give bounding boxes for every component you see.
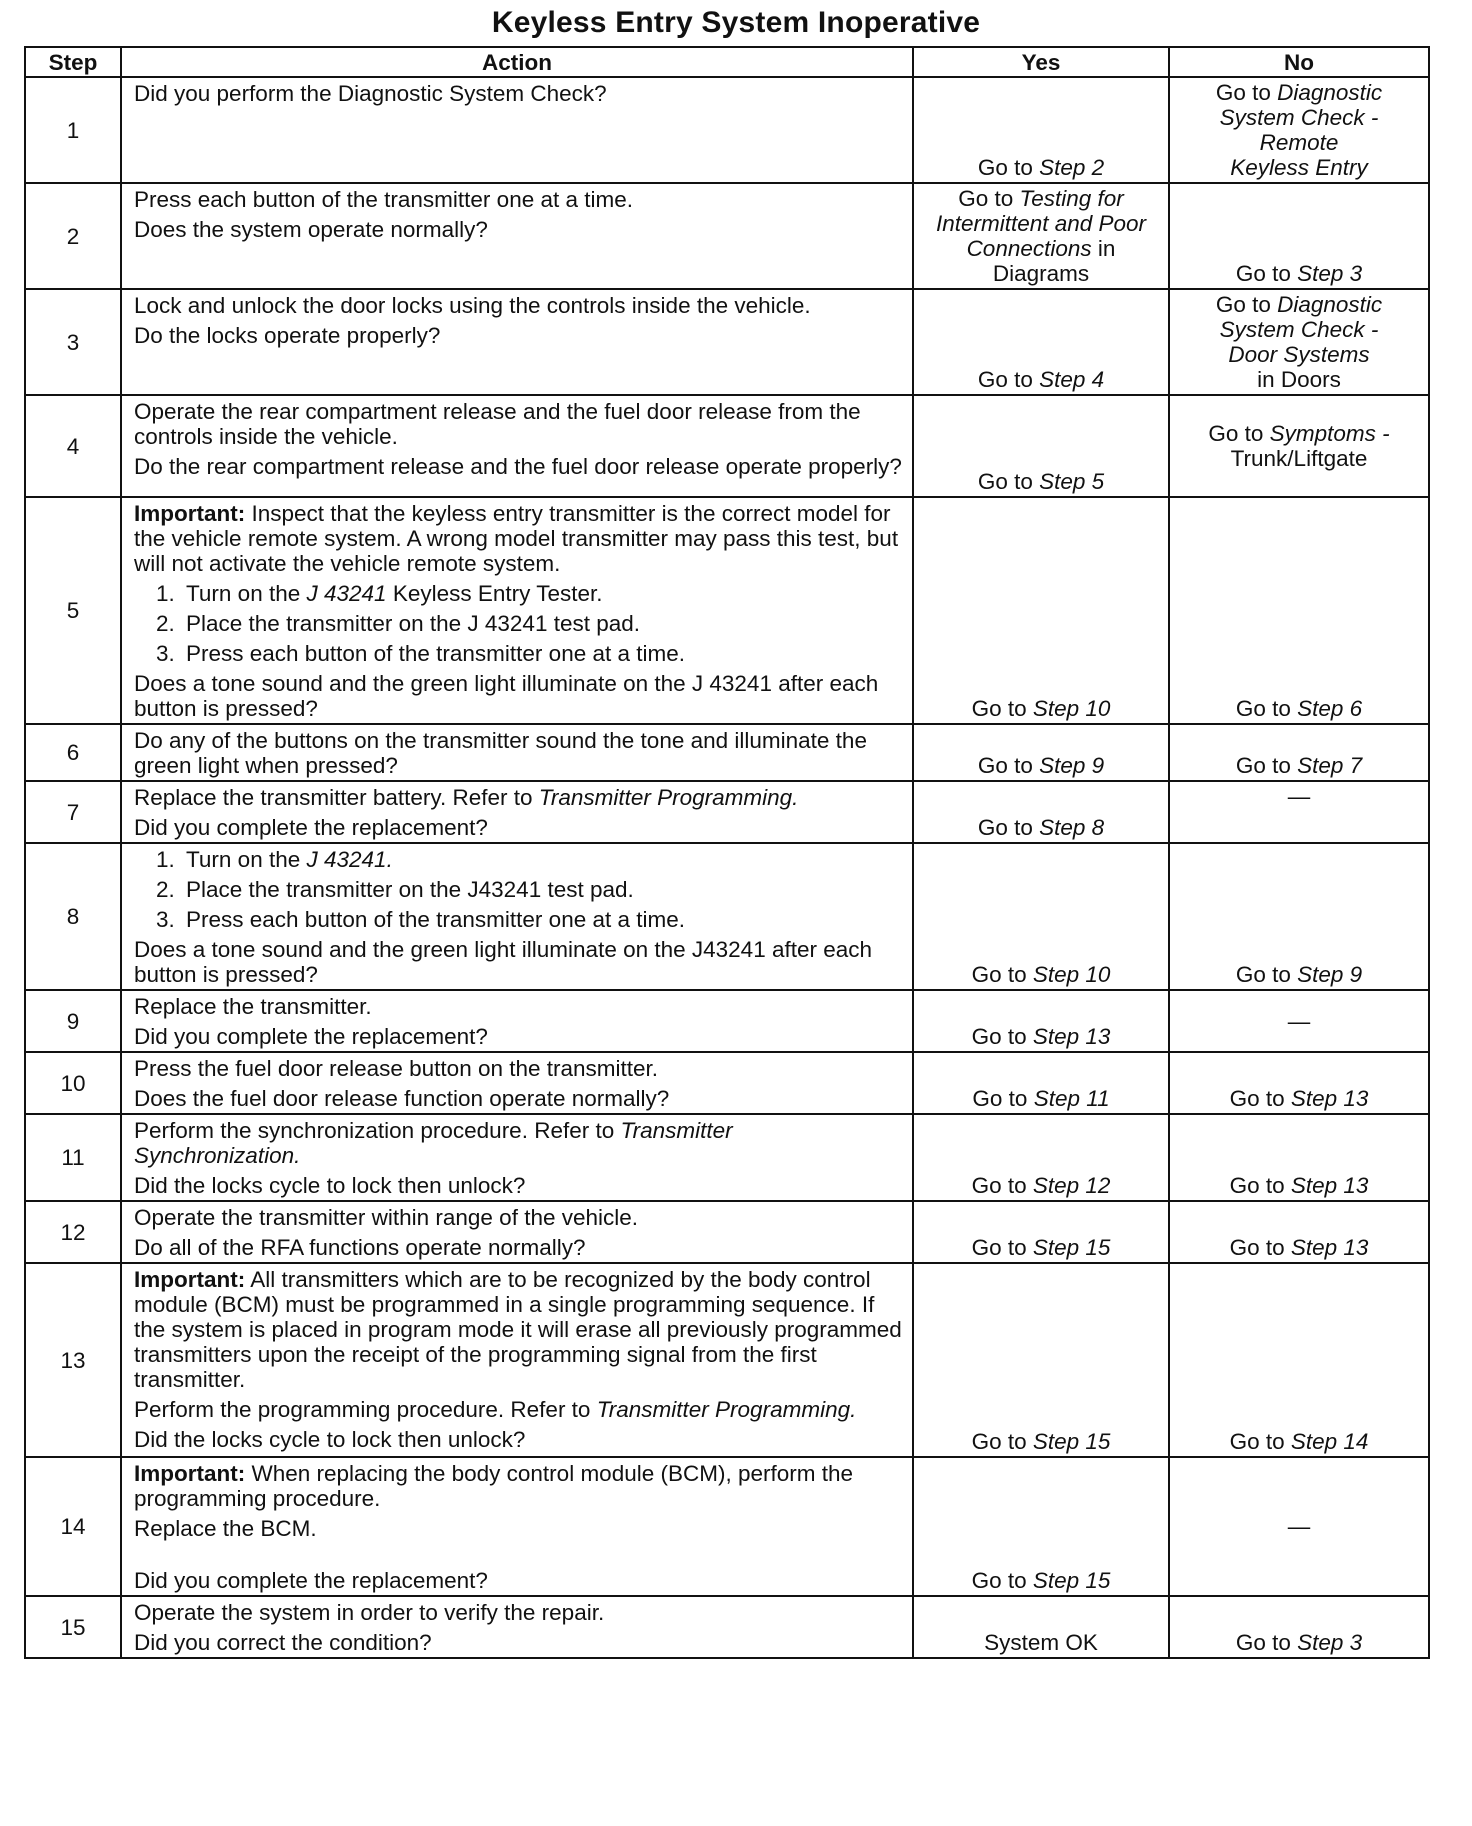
step-number: 10 bbox=[25, 1052, 121, 1114]
yes-result-cell bbox=[913, 1114, 1169, 1201]
action-cell bbox=[121, 289, 913, 395]
result-line bbox=[1174, 446, 1424, 471]
step-number: 8 bbox=[25, 843, 121, 990]
result-line bbox=[1174, 317, 1424, 342]
yes-result-cell bbox=[913, 183, 1169, 289]
text-run: Step 15 bbox=[1032, 1235, 1111, 1260]
text-run: Step 14 bbox=[1290, 1429, 1369, 1454]
action-paragraph bbox=[134, 1397, 902, 1422]
result-line bbox=[918, 1429, 1164, 1454]
header-no: No bbox=[1169, 47, 1429, 77]
action-paragraph bbox=[134, 994, 902, 1019]
result-line bbox=[918, 753, 1164, 778]
text-run: Turn on the bbox=[186, 581, 307, 606]
text-run: Operate the system in order to verify the repair. bbox=[134, 1600, 605, 1625]
text-run: Transmitter Programming. bbox=[596, 1397, 857, 1422]
result-line bbox=[1174, 292, 1424, 317]
text-run: Did the locks cycle to lock then unlock? bbox=[134, 1173, 526, 1198]
text-run: Does a tone sound and the green light illuminate on the J 43241 after each button is pressed? bbox=[134, 671, 879, 721]
text-run: Go to bbox=[1229, 1086, 1291, 1111]
text-run: Diagrams bbox=[992, 261, 1090, 286]
list-number: 3. bbox=[156, 907, 175, 932]
text-run: Go to bbox=[1235, 696, 1298, 721]
text-run: Keyless Entry bbox=[1230, 155, 1368, 180]
text-run: Operate the transmitter within range of the vehicle. bbox=[134, 1205, 639, 1230]
text-run: Go to bbox=[971, 1235, 1033, 1260]
text-run: Press the fuel door release button on the transmitter. bbox=[134, 1056, 659, 1081]
action-cell bbox=[121, 1201, 913, 1263]
action-paragraph bbox=[134, 815, 902, 840]
action-paragraph bbox=[134, 1568, 902, 1593]
table-row bbox=[25, 289, 1429, 395]
text-run: Inspect that the keyless entry transmitter is the correct model for the vehicle remote system. A wrong model transmitter may pass this test, but will not activate the vehicle remote system. bbox=[134, 501, 899, 576]
yes-result-cell bbox=[913, 1263, 1169, 1457]
text-run: Step 11 bbox=[1033, 1086, 1110, 1111]
result-line bbox=[1174, 696, 1424, 721]
text-run: Important: bbox=[134, 1461, 246, 1486]
no-result-cell bbox=[1169, 1596, 1429, 1658]
text-run: Replace the transmitter. bbox=[134, 994, 372, 1019]
action-cell bbox=[121, 1114, 913, 1201]
text-run: Go to bbox=[971, 1024, 1033, 1049]
text-run: Symptoms - bbox=[1269, 421, 1390, 446]
text-run: Replace the BCM. bbox=[134, 1516, 317, 1541]
action-paragraph bbox=[134, 1086, 902, 1111]
action-paragraph bbox=[134, 1118, 902, 1168]
step-number: 14 bbox=[25, 1457, 121, 1596]
text-run: Do the locks operate properly? bbox=[134, 323, 441, 348]
text-run: Did you perform the Diagnostic System Check? bbox=[134, 81, 607, 106]
no-result-cell bbox=[1169, 724, 1429, 781]
table-row bbox=[25, 1263, 1429, 1457]
text-run: All transmitters which are to be recognized by the body control module (BCM) must be programmed in a single programming sequence. If the system is placed in program mode it will erase all previously programmed transmitters upon the receipt of the programming signal from the first transmitter. bbox=[134, 1267, 902, 1392]
text-run: Press each button of the transmitter one at a time. bbox=[134, 187, 634, 212]
text-run: Does the system operate normally? bbox=[134, 217, 488, 242]
list-item bbox=[156, 641, 902, 666]
action-paragraph bbox=[134, 1235, 902, 1260]
text-run: Intermittent and Poor bbox=[935, 211, 1147, 236]
action-paragraph bbox=[134, 1205, 902, 1230]
text-run: Lock and unlock the door locks using the controls inside the vehicle. bbox=[134, 293, 811, 318]
result-line bbox=[918, 469, 1164, 494]
yes-result-cell bbox=[913, 1052, 1169, 1114]
text-run: Step 9 bbox=[1039, 753, 1105, 778]
result-line bbox=[1174, 1630, 1424, 1655]
action-paragraph bbox=[134, 1516, 902, 1541]
text-run: When replacing the body control module (BCM), perform the programming procedure. bbox=[134, 1461, 854, 1511]
text-run: Go to bbox=[977, 367, 1040, 392]
text-run: in bbox=[1091, 236, 1116, 261]
text-run: Place the transmitter on the J43241 test pad. bbox=[186, 877, 634, 902]
yes-result-cell bbox=[913, 289, 1169, 395]
no-result-cell bbox=[1169, 395, 1429, 497]
action-paragraph bbox=[134, 1173, 902, 1198]
text-run: Keyless Entry Tester. bbox=[386, 581, 603, 606]
result-line bbox=[1174, 367, 1424, 392]
step-number: 11 bbox=[25, 1114, 121, 1201]
result-line bbox=[1174, 753, 1424, 778]
text-run: Did you complete the replacement? bbox=[134, 1024, 488, 1049]
text-run: Go to bbox=[1235, 261, 1298, 286]
text-run: Does a tone sound and the green light illuminate on the J43241 after each button is pressed? bbox=[134, 937, 873, 987]
action-paragraph bbox=[134, 1427, 902, 1452]
list-item bbox=[156, 847, 902, 872]
action-cell bbox=[121, 497, 913, 724]
no-result-cell bbox=[1169, 183, 1429, 289]
text-run: Trunk/Liftgate bbox=[1230, 446, 1368, 471]
text-run: Do all of the RFA functions operate normally? bbox=[134, 1235, 586, 1260]
result-line bbox=[918, 155, 1164, 180]
list-item bbox=[156, 581, 902, 606]
text-run: Go to bbox=[977, 155, 1040, 180]
text-run: Go to bbox=[1229, 1235, 1291, 1260]
text-run: Go to bbox=[1229, 1429, 1291, 1454]
diagnostic-table bbox=[24, 46, 1430, 1659]
text-run: Step 10 bbox=[1032, 962, 1111, 987]
table-row bbox=[25, 990, 1429, 1052]
result-line bbox=[1174, 105, 1424, 130]
text-run: Replace the transmitter battery. Refer to bbox=[134, 785, 539, 810]
text-run: Go to bbox=[1235, 1630, 1298, 1655]
list-number: 2. bbox=[156, 877, 175, 902]
action-cell bbox=[121, 781, 913, 843]
text-run: Step 15 bbox=[1032, 1429, 1111, 1454]
text-run: Go to bbox=[972, 1086, 1034, 1111]
action-paragraph bbox=[134, 454, 902, 479]
text-run: Go to bbox=[958, 186, 1020, 211]
action-cell bbox=[121, 1457, 913, 1596]
text-run: Go to bbox=[1235, 753, 1298, 778]
text-run: Go to bbox=[971, 1568, 1033, 1593]
text-run: System Check - bbox=[1219, 105, 1379, 130]
result-line bbox=[1174, 1173, 1424, 1198]
action-cell bbox=[121, 1263, 913, 1457]
step-number: 7 bbox=[25, 781, 121, 843]
text-run: Step 13 bbox=[1290, 1086, 1369, 1111]
table-row bbox=[25, 183, 1429, 289]
action-paragraph bbox=[134, 501, 902, 576]
result-line bbox=[918, 1024, 1164, 1049]
table-row bbox=[25, 1457, 1429, 1596]
text-run: Step 8 bbox=[1039, 815, 1105, 840]
result-line bbox=[918, 815, 1164, 840]
numbered-list bbox=[134, 847, 902, 932]
yes-result-cell bbox=[913, 1201, 1169, 1263]
text-run: Did the locks cycle to lock then unlock? bbox=[134, 1427, 526, 1452]
text-run: Go to bbox=[1215, 80, 1278, 105]
yes-result-cell bbox=[913, 843, 1169, 990]
text-run: Important: bbox=[134, 501, 246, 526]
text-run: Go to bbox=[1215, 292, 1278, 317]
text-run: — bbox=[1287, 784, 1311, 809]
list-number: 1. bbox=[156, 581, 175, 606]
table-row bbox=[25, 1114, 1429, 1201]
table-row bbox=[25, 724, 1429, 781]
result-line bbox=[1174, 962, 1424, 987]
no-result-cell bbox=[1169, 1201, 1429, 1263]
result-line bbox=[918, 236, 1164, 261]
text-run: Step 15 bbox=[1032, 1568, 1111, 1593]
yes-result-cell bbox=[913, 395, 1169, 497]
result-line bbox=[1174, 421, 1424, 446]
text-run: Go to bbox=[971, 696, 1033, 721]
numbered-list bbox=[134, 581, 902, 666]
text-run: Door Systems bbox=[1228, 342, 1370, 367]
text-run: Step 3 bbox=[1297, 1630, 1363, 1655]
text-run: Go to bbox=[977, 753, 1040, 778]
list-item bbox=[156, 611, 902, 636]
text-run: Turn on the bbox=[186, 847, 307, 872]
result-line bbox=[918, 211, 1164, 236]
text-run: Go to bbox=[971, 1429, 1033, 1454]
no-result-cell bbox=[1169, 843, 1429, 990]
text-run: Step 2 bbox=[1039, 155, 1105, 180]
text-run: Step 4 bbox=[1039, 367, 1105, 392]
action-cell bbox=[121, 1596, 913, 1658]
text-run: Step 10 bbox=[1032, 696, 1111, 721]
no-result-cell bbox=[1169, 990, 1429, 1052]
table-row bbox=[25, 843, 1429, 990]
result-line bbox=[918, 1173, 1164, 1198]
text-run: Step 13 bbox=[1290, 1173, 1369, 1198]
no-result-cell bbox=[1169, 77, 1429, 183]
no-result-cell bbox=[1169, 1263, 1429, 1457]
no-result-cell bbox=[1169, 1457, 1429, 1596]
no-result-cell bbox=[1169, 289, 1429, 395]
table-row bbox=[25, 77, 1429, 183]
text-run: Step 13 bbox=[1290, 1235, 1369, 1260]
text-run: Step 3 bbox=[1297, 261, 1363, 286]
step-number: 5 bbox=[25, 497, 121, 724]
result-line bbox=[918, 1630, 1164, 1655]
action-paragraph bbox=[134, 671, 902, 721]
text-run: Does the fuel door release function operate normally? bbox=[134, 1086, 670, 1111]
action-cell bbox=[121, 395, 913, 497]
action-paragraph bbox=[134, 1267, 902, 1392]
yes-result-cell bbox=[913, 990, 1169, 1052]
text-run: Did you correct the condition? bbox=[134, 1630, 432, 1655]
action-cell bbox=[121, 77, 913, 183]
action-paragraph bbox=[134, 1600, 902, 1625]
text-run: Step 7 bbox=[1297, 753, 1363, 778]
text-run: Step 9 bbox=[1297, 962, 1363, 987]
text-run: Did you complete the replacement? bbox=[134, 815, 488, 840]
header-action: Action bbox=[121, 47, 913, 77]
text-run: Press each button of the transmitter one at a time. bbox=[186, 641, 686, 666]
text-run: Press each button of the transmitter one at a time. bbox=[186, 907, 686, 932]
text-run: Step 12 bbox=[1032, 1173, 1111, 1198]
list-number: 3. bbox=[156, 641, 175, 666]
table-row bbox=[25, 1596, 1429, 1658]
action-paragraph bbox=[134, 1461, 902, 1511]
yes-result-cell bbox=[913, 1596, 1169, 1658]
text-run: Go to bbox=[971, 962, 1033, 987]
action-paragraph bbox=[134, 728, 902, 778]
text-run: Operate the rear compartment release and the fuel door release from the controls inside the vehicle. bbox=[134, 399, 861, 449]
text-run: J 43241. bbox=[306, 847, 393, 872]
action-cell bbox=[121, 724, 913, 781]
text-run: Connections bbox=[966, 236, 1092, 261]
header-step: Step bbox=[25, 47, 121, 77]
text-run: Do the rear compartment release and the fuel door release operate properly? bbox=[134, 454, 902, 479]
result-line bbox=[918, 962, 1164, 987]
text-run: System Check - bbox=[1219, 317, 1379, 342]
text-run: Diagnostic bbox=[1277, 292, 1383, 317]
text-run: Place the transmitter on the J 43241 test pad. bbox=[186, 611, 641, 636]
table-row bbox=[25, 1052, 1429, 1114]
step-number: 3 bbox=[25, 289, 121, 395]
text-run: J 43241 bbox=[306, 581, 387, 606]
result-line bbox=[1174, 130, 1424, 155]
result-line bbox=[1174, 784, 1424, 809]
text-run: Transmitter Synchronization. bbox=[134, 1118, 733, 1168]
document-title: Keyless Entry System Inoperative bbox=[491, 6, 981, 39]
action-paragraph bbox=[134, 293, 902, 318]
result-line bbox=[918, 1568, 1164, 1593]
table-row bbox=[25, 781, 1429, 843]
result-line bbox=[1174, 1235, 1424, 1260]
result-line bbox=[1174, 1514, 1424, 1539]
text-run: Go to bbox=[1235, 962, 1298, 987]
yes-result-cell bbox=[913, 497, 1169, 724]
yes-result-cell bbox=[913, 77, 1169, 183]
result-line bbox=[1174, 155, 1424, 180]
header-yes: Yes bbox=[913, 47, 1169, 77]
step-number: 15 bbox=[25, 1596, 121, 1658]
action-cell bbox=[121, 990, 913, 1052]
step-number: 12 bbox=[25, 1201, 121, 1263]
no-result-cell bbox=[1169, 497, 1429, 724]
result-line bbox=[918, 696, 1164, 721]
action-paragraph bbox=[134, 217, 902, 242]
text-run: in Doors bbox=[1257, 367, 1341, 392]
text-run: Step 6 bbox=[1297, 696, 1363, 721]
no-result-cell bbox=[1169, 781, 1429, 843]
text-run: Remote bbox=[1259, 130, 1339, 155]
action-cell bbox=[121, 843, 913, 990]
yes-result-cell bbox=[913, 781, 1169, 843]
list-number: 1. bbox=[156, 847, 175, 872]
result-line bbox=[1174, 261, 1424, 286]
list-item bbox=[156, 877, 902, 902]
text-run: Step 13 bbox=[1032, 1024, 1111, 1049]
result-line bbox=[918, 186, 1164, 211]
text-run: Testing for bbox=[1019, 186, 1124, 211]
action-cell bbox=[121, 1052, 913, 1114]
text-run: — bbox=[1287, 1008, 1311, 1034]
step-number: 13 bbox=[25, 1263, 121, 1457]
action-paragraph bbox=[134, 81, 902, 106]
text-run: Did you complete the replacement? bbox=[134, 1568, 488, 1593]
result-line bbox=[918, 367, 1164, 392]
result-line bbox=[1174, 1086, 1424, 1111]
text-run: Step 5 bbox=[1039, 469, 1105, 494]
result-line bbox=[1174, 80, 1424, 105]
text-run: Transmitter Programming. bbox=[538, 785, 799, 810]
header-row bbox=[25, 47, 1429, 77]
result-line bbox=[1174, 1429, 1424, 1454]
action-paragraph bbox=[134, 187, 902, 212]
step-number: 2 bbox=[25, 183, 121, 289]
result-line bbox=[918, 261, 1164, 286]
text-run: System OK bbox=[984, 1630, 1098, 1655]
action-paragraph bbox=[134, 1056, 902, 1081]
step-number: 1 bbox=[25, 77, 121, 183]
result-line bbox=[918, 1235, 1164, 1260]
text-run: Important: bbox=[134, 1267, 246, 1292]
table-row bbox=[25, 1201, 1429, 1263]
step-number: 9 bbox=[25, 990, 121, 1052]
text-run: Perform the synchronization procedure. Refer to bbox=[134, 1118, 621, 1143]
table-row bbox=[25, 395, 1429, 497]
no-result-cell bbox=[1169, 1052, 1429, 1114]
result-line bbox=[918, 1086, 1164, 1111]
text-run: Go to bbox=[977, 815, 1040, 840]
yes-result-cell bbox=[913, 724, 1169, 781]
table-row bbox=[25, 497, 1429, 724]
action-paragraph bbox=[134, 1630, 902, 1655]
action-paragraph bbox=[134, 399, 902, 449]
text-run: Diagnostic bbox=[1277, 80, 1383, 105]
action-paragraph bbox=[134, 937, 902, 987]
result-line bbox=[1174, 1009, 1424, 1034]
action-paragraph bbox=[134, 323, 902, 348]
list-item bbox=[156, 907, 902, 932]
text-run: Go to bbox=[971, 1173, 1033, 1198]
text-run: Go to bbox=[1208, 421, 1270, 446]
result-line bbox=[1174, 342, 1424, 367]
action-cell bbox=[121, 183, 913, 289]
text-run: Go to bbox=[1229, 1173, 1291, 1198]
text-run: Go to bbox=[977, 469, 1040, 494]
step-number: 4 bbox=[25, 395, 121, 497]
list-number: 2. bbox=[156, 611, 175, 636]
text-run: — bbox=[1287, 1514, 1311, 1539]
paragraph-gap bbox=[134, 1546, 902, 1568]
action-paragraph bbox=[134, 1024, 902, 1049]
action-paragraph bbox=[134, 785, 902, 810]
text-run: Do any of the buttons on the transmitter sound the tone and illuminate the green light when pressed? bbox=[134, 728, 867, 778]
step-number: 6 bbox=[25, 724, 121, 781]
text-run: Perform the programming procedure. Refer to bbox=[134, 1397, 597, 1422]
yes-result-cell bbox=[913, 1457, 1169, 1596]
no-result-cell bbox=[1169, 1114, 1429, 1201]
